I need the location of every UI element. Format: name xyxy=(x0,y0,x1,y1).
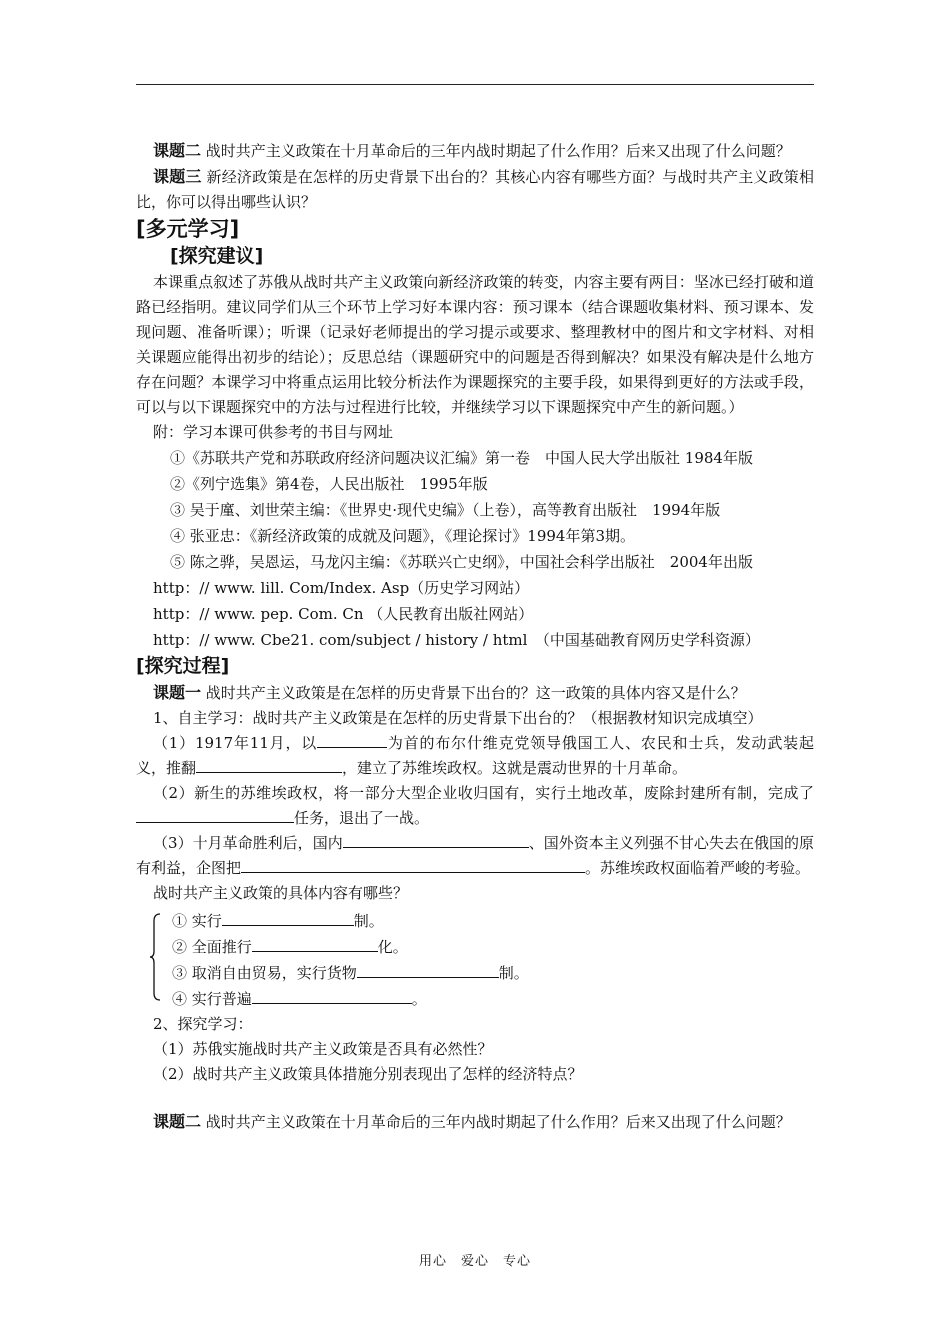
item-text: 制。 xyxy=(498,964,529,982)
heading-suggestion: [探究建议] xyxy=(170,245,264,267)
page-footer: 用心 爱心 专心 xyxy=(418,1254,531,1269)
policy-content-list xyxy=(136,908,814,1012)
item-text: 。 xyxy=(411,990,427,1008)
website-link: http：// www. lill. Com/Index. Asp（历史学习网站） xyxy=(153,579,530,597)
item-text: 化。 xyxy=(377,938,408,956)
reference-item: ③ 吴于廑、刘世荣主编：《世界史·现代史编》（上卷），高等教育出版社 1994年版 xyxy=(170,501,721,519)
question-text: （3）十月革命胜利后，国内 xyxy=(153,834,343,852)
reference-item: ⑤ 陈之骅，吴恩运，马龙闪主编：《苏联兴亡史纲》，中国社会科学出版社 2004年出版 xyxy=(170,553,753,571)
website-link: http：// www. Cbe21. com/subject / history / html （中国基础教育网历史学科资源） xyxy=(153,631,760,649)
document-body xyxy=(136,138,814,1135)
topic-text: 战时共产主义政策在十月革命后的三年内战时期起了什么作用？后来又出现了什么问题？ xyxy=(205,1113,791,1131)
question-text: 任务，退出了一战。 xyxy=(294,809,430,827)
question-text: ，建立了苏维埃政权。这就是震动世界的十月革命。 xyxy=(342,759,688,777)
question-text: （1）1917年11月，以 xyxy=(153,734,318,752)
references-intro: 附：学习本课可供参考的书目与网址 xyxy=(153,423,394,441)
suggestion-paragraph: 本课重点叙述了苏俄从战时共产主义政策向新经济政策的转变，内容主要有两目：坚冰已经打破和道路已经指明。建议同学们从三个环节上学习好本课内容：预习课本（结合课题收集材料、预习课本、发现问题、准备听课）；听课（记录好老师提出的学习提示或要求、整理教材中的图片和文字材料、对相关课题应能得出初步的结论）；反思总结（课题研究中的问题是否得到解决？如果没有解决是什么地方存在问题？本课学习中将重点运用比较分析法作为课题探究的主要手段，如果得到更好的方法或手段，可以与以下课题探究中的方法与过程进行比较，并继续学习以下课题探究中产生的新问题。） xyxy=(136,273,814,416)
topic-label: 课题三 xyxy=(153,167,202,186)
explore-heading: 2、探究学习： xyxy=(153,1015,253,1033)
brace-icon xyxy=(149,913,161,1001)
topic-label: 课题二 xyxy=(153,1112,202,1131)
policy-item xyxy=(172,934,814,960)
explore-question: （1）苏俄实施战时共产主义政策是否具有必然性？ xyxy=(153,1040,493,1058)
answer-blank[interactable] xyxy=(252,988,412,1004)
website-link: http：// www. pep. Com. Cn （人民教育出版社网站） xyxy=(153,605,534,623)
self-study-heading: 1、自主学习：战时共产主义政策是在怎样的历史背景下出台的？（根据教材知识完成填空） xyxy=(153,709,763,727)
item-text: ④ 实行普遍 xyxy=(172,990,252,1008)
question-text: 为首的布尔什维克党领导俄国工人、农民和士兵，发动武装起义，推翻 xyxy=(136,734,814,777)
topic-3-intro xyxy=(136,164,814,215)
topic-2-section xyxy=(136,1109,814,1135)
topic-label: 课题一 xyxy=(153,683,202,702)
topic-label: 课题二 xyxy=(153,141,202,160)
reference-item: ①《苏联共产党和苏联政府经济问题决议汇编》第一卷 中国人民大学出版社 1984年版 xyxy=(170,449,753,467)
topic-2-intro xyxy=(136,138,814,164)
answer-blank[interactable] xyxy=(317,732,387,748)
header-rule xyxy=(136,84,814,85)
fill-question-1 xyxy=(136,731,814,781)
policy-item xyxy=(172,986,814,1012)
fill-question-3 xyxy=(136,831,814,881)
item-text: ① 实行 xyxy=(172,912,222,930)
fill-question-2 xyxy=(136,781,814,831)
item-text: ② 全面推行 xyxy=(172,938,252,956)
reference-item: ②《列宁选集》第4卷，人民出版社 1995年版 xyxy=(170,475,488,493)
answer-blank[interactable] xyxy=(357,962,499,978)
topic-1-question xyxy=(136,680,814,706)
answer-blank[interactable] xyxy=(241,857,585,873)
topic-text: 新经济政策是在怎样的历史背景下出台的？其核心内容有哪些方面？与战时共产主义政策相比，你可以得出哪些认识？ xyxy=(136,168,814,211)
answer-blank[interactable] xyxy=(343,832,529,848)
answer-blank[interactable] xyxy=(222,910,354,926)
policy-item xyxy=(172,908,814,934)
answer-blank[interactable] xyxy=(136,807,294,823)
answer-blank[interactable] xyxy=(252,936,378,952)
item-text: 制。 xyxy=(353,912,384,930)
item-text: ③ 取消自由贸易，实行货物 xyxy=(172,964,357,982)
question-text: 。苏维埃政权面临着严峻的考验。 xyxy=(585,859,811,877)
policy-item xyxy=(172,960,814,986)
content-question: 战时共产主义政策的具体内容有哪些？ xyxy=(153,884,409,902)
question-text: 、国外资本主义列强不甘心失去在俄国的原有利益，企图把 xyxy=(136,834,814,877)
topic-text: 战时共产主义政策是在怎样的历史背景下出台的？这一政策的具体内容又是什么？ xyxy=(205,684,746,702)
question-text: （2）新生的苏维埃政权，将一部分大型企业收归国有，实行土地改革，废除封建所有制，完成了 xyxy=(153,784,814,802)
heading-multi-learning: [多元学习] xyxy=(136,217,240,241)
heading-process: [探究过程] xyxy=(136,655,230,677)
topic-text: 战时共产主义政策在十月革命后的三年内战时期起了什么作用？后来又出现了什么问题？ xyxy=(205,142,791,160)
answer-blank[interactable] xyxy=(196,757,342,773)
explore-question: （2）战时共产主义政策具体措施分别表现出了怎样的经济特点？ xyxy=(153,1065,583,1083)
reference-item: ④ 张亚忠：《新经济政策的成就及问题》，《理论探讨》1994年第3期。 xyxy=(170,527,635,545)
